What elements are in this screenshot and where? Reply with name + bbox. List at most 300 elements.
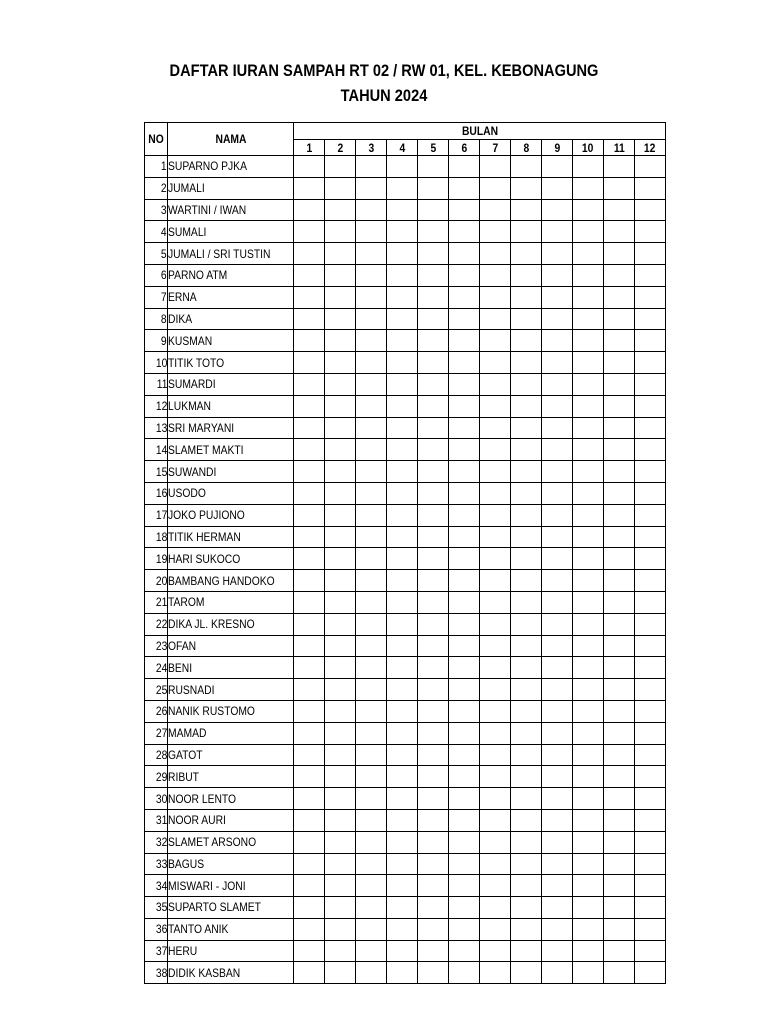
payment-cell-month-1 [294, 221, 325, 243]
payment-cell-month-7 [480, 308, 511, 330]
payment-cell-month-7 [480, 504, 511, 526]
payment-cell-month-3 [356, 570, 387, 592]
table-row [145, 504, 666, 526]
payment-cell-month-9 [542, 918, 573, 940]
payment-cell-month-6 [449, 264, 480, 286]
payment-cell-month-9 [542, 526, 573, 548]
payment-cell-month-7 [480, 177, 511, 199]
row-number: 13 [145, 417, 168, 439]
payment-cell-month-8 [511, 962, 542, 984]
payment-cell-month-6 [449, 308, 480, 330]
payment-cell-month-5 [418, 461, 449, 483]
payment-cell-month-1 [294, 156, 325, 178]
payment-cell-month-8 [511, 352, 542, 374]
payment-cell-month-4 [387, 286, 418, 308]
payment-cell-month-10 [573, 788, 604, 810]
payment-cell-month-10 [573, 679, 604, 701]
table-row [145, 766, 666, 788]
row-number: 19 [145, 548, 168, 570]
payment-cell-month-10 [573, 831, 604, 853]
resident-name: TITIK TOTO [168, 352, 294, 374]
payment-cell-month-12 [635, 330, 666, 352]
payment-cell-month-4 [387, 875, 418, 897]
payment-cell-month-3 [356, 482, 387, 504]
payment-cell-month-10 [573, 243, 604, 265]
payment-cell-month-1 [294, 243, 325, 265]
payment-cell-month-5 [418, 744, 449, 766]
payment-cell-month-5 [418, 482, 449, 504]
payment-cell-month-8 [511, 417, 542, 439]
payment-cell-month-2 [325, 613, 356, 635]
payment-cell-month-9 [542, 809, 573, 831]
payment-cell-month-11 [604, 831, 635, 853]
payment-cell-month-9 [542, 286, 573, 308]
month-header-6: 6 [449, 140, 480, 156]
resident-name: HARI SUKOCO [168, 548, 294, 570]
payment-cell-month-1 [294, 722, 325, 744]
payment-cell-month-2 [325, 373, 356, 395]
payment-cell-month-1 [294, 177, 325, 199]
table-row [145, 177, 666, 199]
payment-cell-month-10 [573, 875, 604, 897]
payment-cell-month-12 [635, 613, 666, 635]
table-row [145, 482, 666, 504]
table-row [145, 744, 666, 766]
payment-cell-month-11 [604, 657, 635, 679]
resident-name: GATOT [168, 744, 294, 766]
resident-name: WARTINI / IWAN [168, 199, 294, 221]
payment-cell-month-2 [325, 504, 356, 526]
payment-cell-month-4 [387, 526, 418, 548]
payment-cell-month-4 [387, 243, 418, 265]
payment-cell-month-10 [573, 395, 604, 417]
payment-cell-month-9 [542, 700, 573, 722]
payment-cell-month-10 [573, 591, 604, 613]
payment-cell-month-2 [325, 962, 356, 984]
payment-cell-month-11 [604, 395, 635, 417]
payment-cell-month-11 [604, 591, 635, 613]
payment-cell-month-1 [294, 395, 325, 417]
payment-cell-month-3 [356, 831, 387, 853]
payment-cell-month-3 [356, 373, 387, 395]
payment-cell-month-6 [449, 548, 480, 570]
payment-cell-month-2 [325, 722, 356, 744]
payment-cell-month-10 [573, 504, 604, 526]
table-row [145, 264, 666, 286]
payment-cell-month-3 [356, 504, 387, 526]
column-header-no: NO [145, 123, 168, 156]
payment-cell-month-2 [325, 243, 356, 265]
payment-cell-month-3 [356, 526, 387, 548]
payment-cell-month-1 [294, 700, 325, 722]
payment-cell-month-11 [604, 286, 635, 308]
payment-cell-month-6 [449, 373, 480, 395]
row-number: 14 [145, 439, 168, 461]
month-header-10: 10 [573, 140, 604, 156]
payment-cell-month-7 [480, 897, 511, 919]
payment-cell-month-8 [511, 156, 542, 178]
payment-cell-month-7 [480, 461, 511, 483]
payment-cell-month-12 [635, 439, 666, 461]
payment-cell-month-9 [542, 897, 573, 919]
payment-cell-month-3 [356, 897, 387, 919]
payment-cell-month-7 [480, 788, 511, 810]
payment-cell-month-8 [511, 875, 542, 897]
payment-cell-month-7 [480, 918, 511, 940]
payment-cell-month-6 [449, 831, 480, 853]
payment-cell-month-10 [573, 548, 604, 570]
payment-cell-month-1 [294, 570, 325, 592]
payment-cell-month-10 [573, 221, 604, 243]
payment-cell-month-1 [294, 679, 325, 701]
payment-cell-month-4 [387, 482, 418, 504]
payment-cell-month-11 [604, 352, 635, 374]
row-number: 36 [145, 918, 168, 940]
table-row [145, 352, 666, 374]
payment-cell-month-2 [325, 548, 356, 570]
table-row [145, 613, 666, 635]
payment-cell-month-6 [449, 177, 480, 199]
payment-cell-month-4 [387, 548, 418, 570]
payment-cell-month-2 [325, 831, 356, 853]
payment-cell-month-8 [511, 504, 542, 526]
payment-cell-month-2 [325, 897, 356, 919]
payment-cell-month-3 [356, 722, 387, 744]
payment-cell-month-4 [387, 308, 418, 330]
payment-cell-month-1 [294, 613, 325, 635]
payment-cell-month-6 [449, 722, 480, 744]
table-row [145, 199, 666, 221]
payment-cell-month-5 [418, 330, 449, 352]
payment-cell-month-12 [635, 962, 666, 984]
row-number: 34 [145, 875, 168, 897]
payment-cell-month-2 [325, 417, 356, 439]
payment-cell-month-8 [511, 221, 542, 243]
payment-cell-month-9 [542, 373, 573, 395]
payment-cell-month-5 [418, 373, 449, 395]
payment-cell-month-9 [542, 635, 573, 657]
payment-cell-month-5 [418, 831, 449, 853]
payment-cell-month-4 [387, 613, 418, 635]
row-number: 17 [145, 504, 168, 526]
row-number: 24 [145, 657, 168, 679]
payment-cell-month-5 [418, 548, 449, 570]
resident-name: BAGUS [168, 853, 294, 875]
payment-cell-month-7 [480, 526, 511, 548]
payment-cell-month-12 [635, 831, 666, 853]
payment-cell-month-7 [480, 809, 511, 831]
payment-cell-month-12 [635, 199, 666, 221]
payment-cell-month-9 [542, 744, 573, 766]
payment-cell-month-11 [604, 221, 635, 243]
resident-name: SUMARDI [168, 373, 294, 395]
table-body [145, 156, 666, 984]
payment-cell-month-10 [573, 722, 604, 744]
payment-cell-month-3 [356, 613, 387, 635]
payment-cell-month-8 [511, 177, 542, 199]
payment-cell-month-2 [325, 591, 356, 613]
payment-cell-month-5 [418, 526, 449, 548]
payment-cell-month-4 [387, 831, 418, 853]
payment-cell-month-7 [480, 395, 511, 417]
resident-name: TAROM [168, 591, 294, 613]
payment-cell-month-1 [294, 897, 325, 919]
table-row [145, 722, 666, 744]
payment-cell-month-10 [573, 461, 604, 483]
payment-cell-month-5 [418, 199, 449, 221]
payment-cell-month-8 [511, 548, 542, 570]
row-number: 8 [145, 308, 168, 330]
payment-cell-month-10 [573, 918, 604, 940]
payment-cell-month-2 [325, 853, 356, 875]
table-row [145, 897, 666, 919]
payment-cell-month-6 [449, 199, 480, 221]
payment-cell-month-4 [387, 221, 418, 243]
payment-cell-month-11 [604, 875, 635, 897]
payment-cell-month-5 [418, 286, 449, 308]
payment-cell-month-6 [449, 657, 480, 679]
payment-cell-month-3 [356, 853, 387, 875]
table-row [145, 809, 666, 831]
resident-name: PARNO ATM [168, 264, 294, 286]
table-row [145, 940, 666, 962]
payment-cell-month-6 [449, 679, 480, 701]
payment-cell-month-9 [542, 853, 573, 875]
payment-cell-month-12 [635, 897, 666, 919]
payment-cell-month-4 [387, 809, 418, 831]
payment-cell-month-10 [573, 657, 604, 679]
resident-name: JUMALI [168, 177, 294, 199]
payment-cell-month-10 [573, 308, 604, 330]
payment-cell-month-10 [573, 570, 604, 592]
payment-cell-month-7 [480, 373, 511, 395]
payment-cell-month-4 [387, 352, 418, 374]
payment-cell-month-4 [387, 788, 418, 810]
payment-cell-month-7 [480, 221, 511, 243]
payment-cell-month-2 [325, 177, 356, 199]
payment-cell-month-7 [480, 875, 511, 897]
payment-cell-month-12 [635, 788, 666, 810]
payment-cell-month-4 [387, 570, 418, 592]
payment-cell-month-4 [387, 504, 418, 526]
payment-cell-month-2 [325, 221, 356, 243]
payment-cell-month-4 [387, 635, 418, 657]
month-header-4: 4 [387, 140, 418, 156]
payment-cell-month-3 [356, 809, 387, 831]
table-row [145, 156, 666, 178]
payment-cell-month-3 [356, 177, 387, 199]
table-row [145, 831, 666, 853]
payment-cell-month-12 [635, 591, 666, 613]
row-number: 23 [145, 635, 168, 657]
table-row [145, 657, 666, 679]
payment-cell-month-6 [449, 962, 480, 984]
payment-cell-month-1 [294, 461, 325, 483]
payment-cell-month-12 [635, 264, 666, 286]
payment-cell-month-9 [542, 417, 573, 439]
table-row [145, 635, 666, 657]
payment-cell-month-12 [635, 809, 666, 831]
payment-cell-month-3 [356, 439, 387, 461]
payment-cell-month-7 [480, 330, 511, 352]
payment-cell-month-2 [325, 395, 356, 417]
table-row [145, 591, 666, 613]
payment-cell-month-3 [356, 395, 387, 417]
resident-name: HERU [168, 940, 294, 962]
payment-cell-month-10 [573, 439, 604, 461]
payment-cell-month-3 [356, 744, 387, 766]
payment-cell-month-6 [449, 700, 480, 722]
payment-cell-month-4 [387, 918, 418, 940]
payment-cell-month-11 [604, 373, 635, 395]
payment-cell-month-7 [480, 657, 511, 679]
payment-cell-month-2 [325, 918, 356, 940]
resident-name: DIDIK KASBAN [168, 962, 294, 984]
payment-cell-month-1 [294, 330, 325, 352]
payment-cell-month-12 [635, 744, 666, 766]
payment-cell-month-1 [294, 526, 325, 548]
row-number: 37 [145, 940, 168, 962]
payment-cell-month-11 [604, 243, 635, 265]
row-number: 25 [145, 679, 168, 701]
table-row [145, 395, 666, 417]
payment-cell-month-8 [511, 766, 542, 788]
payment-cell-month-4 [387, 853, 418, 875]
payment-cell-month-8 [511, 700, 542, 722]
month-header-9: 9 [542, 140, 573, 156]
row-number: 18 [145, 526, 168, 548]
payment-cell-month-10 [573, 809, 604, 831]
payment-cell-month-8 [511, 439, 542, 461]
month-header-8: 8 [511, 140, 542, 156]
payment-cell-month-5 [418, 897, 449, 919]
resident-name: USODO [168, 482, 294, 504]
payment-cell-month-6 [449, 897, 480, 919]
payment-cell-month-6 [449, 570, 480, 592]
payment-cell-month-7 [480, 591, 511, 613]
payment-cell-month-10 [573, 482, 604, 504]
payment-cell-month-1 [294, 853, 325, 875]
resident-name: SUMALI [168, 221, 294, 243]
payment-cell-month-1 [294, 286, 325, 308]
payment-cell-month-2 [325, 264, 356, 286]
month-header-5: 5 [418, 140, 449, 156]
payment-cell-month-12 [635, 156, 666, 178]
payment-cell-month-1 [294, 788, 325, 810]
payment-cell-month-7 [480, 243, 511, 265]
payment-cell-month-2 [325, 308, 356, 330]
payment-cell-month-3 [356, 766, 387, 788]
table-row [145, 700, 666, 722]
payment-cell-month-12 [635, 526, 666, 548]
payment-cell-month-2 [325, 482, 356, 504]
payment-cell-month-8 [511, 679, 542, 701]
document-subtitle-year: TAHUN 2024 [340, 86, 428, 105]
payment-cell-month-7 [480, 613, 511, 635]
payment-cell-month-5 [418, 809, 449, 831]
payment-cell-month-3 [356, 264, 387, 286]
payment-cell-month-9 [542, 722, 573, 744]
resident-name: JUMALI / SRI TUSTIN [168, 243, 294, 265]
payment-cell-month-10 [573, 635, 604, 657]
payment-cell-month-11 [604, 700, 635, 722]
payment-cell-month-3 [356, 788, 387, 810]
payment-cell-month-6 [449, 744, 480, 766]
payment-cell-month-5 [418, 591, 449, 613]
row-number: 15 [145, 461, 168, 483]
row-number: 29 [145, 766, 168, 788]
payment-cell-month-1 [294, 940, 325, 962]
payment-cell-month-8 [511, 657, 542, 679]
payment-cell-month-2 [325, 352, 356, 374]
payment-cell-month-11 [604, 940, 635, 962]
payment-cell-month-12 [635, 679, 666, 701]
table-header-row [145, 123, 666, 140]
payment-cell-month-5 [418, 177, 449, 199]
payment-cell-month-12 [635, 940, 666, 962]
payment-cell-month-7 [480, 722, 511, 744]
payment-cell-month-9 [542, 330, 573, 352]
payment-cell-month-2 [325, 700, 356, 722]
payment-cell-month-12 [635, 700, 666, 722]
payment-cell-month-1 [294, 635, 325, 657]
payment-cell-month-8 [511, 395, 542, 417]
payment-cell-month-7 [480, 635, 511, 657]
payment-cell-month-9 [542, 940, 573, 962]
payment-cell-month-8 [511, 461, 542, 483]
payment-cell-month-8 [511, 897, 542, 919]
resident-name: ERNA [168, 286, 294, 308]
payment-cell-month-4 [387, 657, 418, 679]
payment-cell-month-10 [573, 897, 604, 919]
payment-cell-month-12 [635, 417, 666, 439]
resident-name: LUKMAN [168, 395, 294, 417]
resident-name: RUSNADI [168, 679, 294, 701]
payment-cell-month-7 [480, 352, 511, 374]
payment-cell-month-6 [449, 918, 480, 940]
payment-cell-month-5 [418, 700, 449, 722]
payment-cell-month-8 [511, 831, 542, 853]
payment-cell-month-4 [387, 461, 418, 483]
resident-name: MAMAD [168, 722, 294, 744]
payment-cell-month-9 [542, 504, 573, 526]
payment-cell-month-10 [573, 156, 604, 178]
payment-cell-month-9 [542, 831, 573, 853]
payment-cell-month-1 [294, 548, 325, 570]
payment-cell-month-3 [356, 417, 387, 439]
table-row [145, 243, 666, 265]
payment-cell-month-12 [635, 657, 666, 679]
table-row [145, 308, 666, 330]
payment-cell-month-12 [635, 635, 666, 657]
payment-cell-month-7 [480, 439, 511, 461]
payment-cell-month-4 [387, 679, 418, 701]
payment-cell-month-11 [604, 308, 635, 330]
payment-cell-month-11 [604, 417, 635, 439]
table-row [145, 373, 666, 395]
payment-cell-month-2 [325, 570, 356, 592]
row-number: 32 [145, 831, 168, 853]
payment-cell-month-5 [418, 918, 449, 940]
payment-cell-month-5 [418, 308, 449, 330]
resident-name: SUPARTO SLAMET [168, 897, 294, 919]
table-row [145, 330, 666, 352]
payment-cell-month-11 [604, 439, 635, 461]
payment-cell-month-9 [542, 482, 573, 504]
payment-cell-month-8 [511, 308, 542, 330]
payment-cell-month-5 [418, 613, 449, 635]
payment-cell-month-3 [356, 962, 387, 984]
